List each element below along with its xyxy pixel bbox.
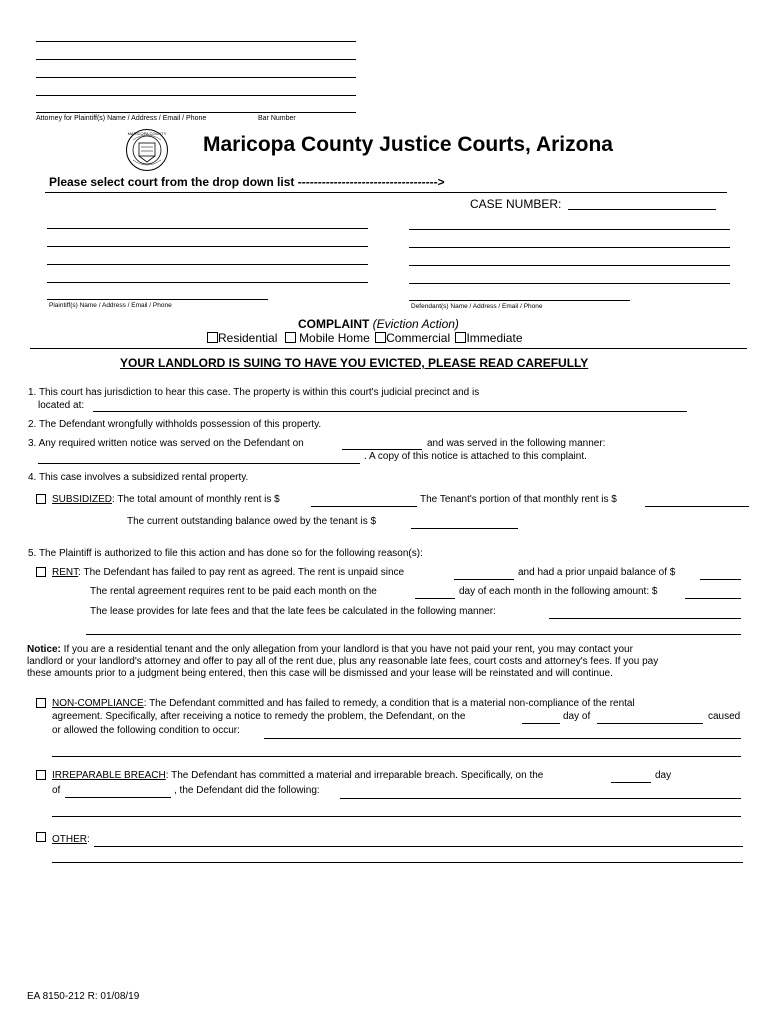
notice-served-date-input[interactable] [342, 438, 422, 450]
complaint-heading [298, 317, 459, 331]
attorney-line-2[interactable] [36, 59, 356, 60]
property-address-input[interactable] [93, 400, 687, 412]
defendant-line-4[interactable] [409, 283, 730, 284]
commercial-checkbox[interactable] [375, 332, 386, 343]
attorney-line-1[interactable] [36, 41, 356, 42]
immediate-checkbox[interactable] [455, 332, 466, 343]
mobile-home-checkbox[interactable] [285, 332, 296, 343]
late-fees-line-2[interactable] [86, 634, 741, 635]
plaintiff-line-4[interactable] [47, 282, 368, 283]
breach-day-input[interactable] [611, 771, 651, 783]
case-number-label: CASE NUMBER: [470, 197, 562, 211]
non-compliance-row [52, 698, 635, 709]
breach-line-2: , the Defendant did the following: [174, 785, 320, 796]
item-1-location-label: located at: [38, 400, 85, 411]
notice-served-manner-input[interactable] [38, 452, 360, 464]
defendant-label: Defendant(s) Name / Address / Email / Phone [411, 303, 543, 310]
plaintiff-line-1[interactable] [47, 228, 368, 229]
plaintiff-label: Plaintiff(s) Name / Address / Email / Phone [49, 302, 172, 309]
notice-line-3: these amounts prior to a judgment being entered, then this case will be dismissed and your lease will be reinstated and will continue. [27, 668, 613, 679]
plaintiff-line-5[interactable] [47, 299, 268, 300]
defendant-line-2[interactable] [409, 247, 730, 248]
defendant-line-3[interactable] [409, 265, 730, 266]
rental-agreement-label: The rental agreement requires rent to be paid each month on the [90, 586, 377, 597]
outstanding-balance-input[interactable] [411, 517, 518, 529]
page-title: Maricopa County Justice Courts, Arizona [203, 133, 613, 156]
irreparable-breach-line-1: : The Defendant has committed a material and irreparable breach. Specifically, on the [165, 770, 544, 781]
commercial-label: Commercial [386, 331, 451, 345]
non-compliance-line-3: or allowed the following condition to occur: [52, 725, 240, 736]
case-number-input[interactable] [568, 198, 716, 210]
non-compliance-day-input[interactable] [522, 712, 560, 724]
breach-description-input[interactable] [340, 787, 741, 799]
form-number-footer: EA 8150-212 R: 01/08/19 [27, 991, 140, 1002]
complaint-title: COMPLAINT [298, 317, 370, 331]
item-3-copy-text: . A copy of this notice is attached to this complaint. [364, 451, 587, 462]
day-of-month-label: day of each month in the following amount: $ [459, 586, 658, 597]
item-5-text: 5. The Plaintiff is authorized to file this action and has done so for the following reason(s): [28, 548, 423, 559]
breach-line-extra[interactable] [52, 816, 741, 817]
irreparable-breach-label: IRREPARABLE BREACH [52, 770, 166, 781]
attorney-line-5[interactable] [36, 112, 356, 113]
subsidized-label: SUBSIDIZED [52, 494, 113, 505]
non-compliance-month-input[interactable] [597, 712, 703, 724]
immediate-label: Immediate [466, 331, 523, 345]
item-1-text: 1. This court has jurisdiction to hear this case. The property is within this court's judicial precinct and is [28, 387, 480, 398]
complaint-subtitle: (Eviction Action) [372, 317, 459, 331]
rent-due-day-input[interactable] [415, 587, 455, 599]
item-4-text: 4. This case involves a subsidized rental property. [28, 472, 249, 483]
notice-paragraph [27, 644, 747, 680]
non-compliance-line-2: agreement. Specifically, after receiving a notice to remedy the problem, the Defendant, on the [52, 711, 466, 722]
breach-day-label: day [655, 770, 672, 781]
non-compliance-checkbox[interactable] [36, 698, 46, 708]
attorney-line-4[interactable] [36, 95, 356, 96]
mobile-home-label: Mobile Home [299, 331, 370, 345]
defendant-line-1[interactable] [409, 229, 730, 230]
late-fees-label: The lease provides for late fees and that the late fees be calculated in the following manner: [90, 606, 496, 617]
rent-unpaid-since-input[interactable] [454, 568, 514, 580]
other-row [52, 834, 90, 845]
plaintiff-line-2[interactable] [47, 246, 368, 247]
attorney-line-3[interactable] [36, 77, 356, 78]
breach-of-label: of [52, 785, 61, 796]
complaint-type-row [207, 331, 523, 345]
residential-checkbox[interactable] [207, 332, 218, 343]
county-seal-logo [125, 128, 169, 172]
bar-number-label: Bar Number [258, 115, 296, 122]
non-compliance-label: NON-COMPLIANCE [52, 698, 144, 709]
subsidized-checkbox[interactable] [36, 494, 46, 504]
prior-balance-label: and had a prior unpaid balance of $ [518, 567, 676, 578]
warning-heading: YOUR LANDLORD IS SUING TO HAVE YOU EVICTED, PLEASE READ CAREFULLY [120, 356, 589, 370]
subsidized-text: : The total amount of monthly rent is $ [112, 494, 280, 505]
prior-balance-input[interactable] [700, 568, 741, 580]
tenant-portion-label: The Tenant's portion of that monthly rent is $ [420, 494, 617, 505]
notice-line-1: If you are a residential tenant and the only allegation from your landlord is that you have not paid your rent, you may contact your [60, 644, 633, 655]
late-fees-calc-input[interactable] [549, 607, 741, 619]
other-reason-input[interactable] [94, 835, 743, 847]
court-select-underline [45, 192, 727, 193]
breach-month-input[interactable] [65, 786, 171, 798]
other-colon: : [87, 834, 90, 845]
attorney-label: Attorney for Plaintiff(s) Name / Address / Email / Phone [36, 115, 207, 122]
non-compliance-line-1: : The Defendant committed and has failed to remedy, a condition that is a material non-compliance of the rental [143, 698, 635, 709]
irreparable-breach-row [52, 770, 543, 781]
rent-label: RENT [52, 567, 79, 578]
svg-text:MARICOPA COUNTY: MARICOPA COUNTY [127, 131, 167, 136]
item-3-manner-text: and was served in the following manner: [427, 438, 606, 449]
rent-text: : The Defendant has failed to pay rent as agreed. The rent is unpaid since [78, 567, 405, 578]
court-select-dropdown[interactable]: Please select court from the drop down list -----------------------------------> [49, 175, 445, 189]
irreparable-breach-checkbox[interactable] [36, 770, 46, 780]
rent-checkbox[interactable] [36, 567, 46, 577]
defendant-line-5[interactable] [409, 300, 630, 301]
plaintiff-line-3[interactable] [47, 264, 368, 265]
item-2-text: 2. The Defendant wrongfully withholds possession of this property. [28, 419, 322, 430]
rent-amount-input[interactable] [685, 587, 741, 599]
non-compliance-day-of: day of [563, 711, 591, 722]
non-compliance-condition-input[interactable] [264, 727, 741, 739]
tenant-portion-input[interactable] [645, 495, 749, 507]
residential-label: Residential [218, 331, 278, 345]
outstanding-balance-label: The current outstanding balance owed by the tenant is $ [127, 516, 377, 527]
other-label: OTHER [52, 834, 87, 845]
non-compliance-caused: caused [708, 711, 741, 722]
other-checkbox[interactable] [36, 832, 46, 842]
subsidized-row [52, 494, 280, 505]
other-line-extra[interactable] [52, 862, 743, 863]
monthly-rent-input[interactable] [311, 495, 417, 507]
complaint-divider [30, 348, 747, 349]
rent-row [52, 567, 404, 578]
non-compliance-line-extra[interactable] [52, 756, 741, 757]
notice-label: Notice: [27, 644, 61, 655]
item-3-text: 3. Any required written notice was served on the Defendant on [28, 438, 304, 449]
notice-line-2: landlord or your landlord's attorney and offer to pay all of the rent due, plus any reasonable late fees, court costs and attorney's fees. If you pay [27, 656, 659, 667]
